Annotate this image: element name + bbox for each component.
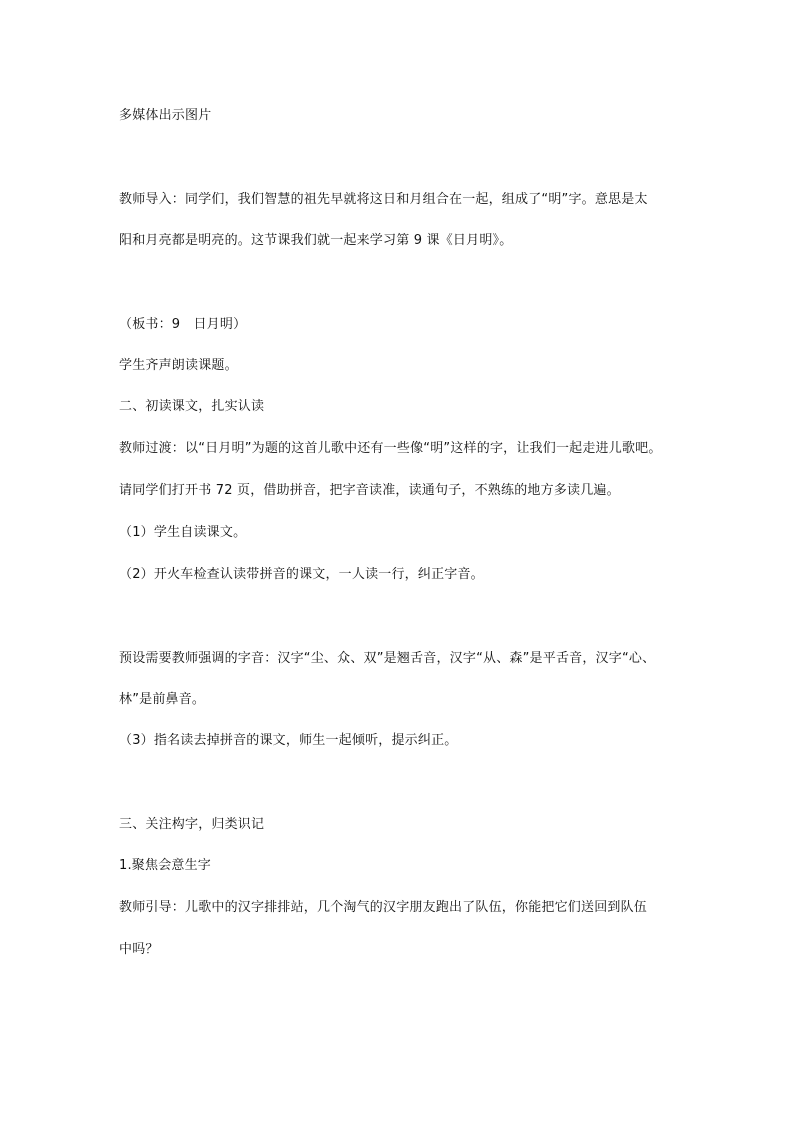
text-teacher-guide-1: 教师引导：儿歌中的汉字排排站，几个淘气的汉字朋友跑出了队伍，你能把它们送回到队伍 (119, 900, 648, 915)
text-teacher-intro-1: 教师导入：同学们，我们智慧的祖先早就将这日和月组合在一起，组成了“明”字。意思是太 (119, 192, 648, 207)
text-teacher-guide-2: 中吗？ (119, 942, 159, 957)
text-step-3: （3）指名读去掉拼音的课文，师生一起倾听，提示纠正。 (119, 733, 458, 748)
text-teacher-transition: 教师过渡：以“日月明”为题的这首儿歌中还有一些像“明”这样的字，让我们一起走进儿歌吧。 (119, 441, 662, 456)
text-teacher-intro-2: 阳和月亮都是明亮的。这节课我们就一起来学习第 9 课《日月明》。 (119, 233, 513, 248)
text-open-book: 请同学们打开书 72 页，借助拼音，把字音读准，读通句子，不熟练的地方多读几遍。 (119, 483, 620, 498)
text-pronunciation-1: 预设需要教师强调的字音：汉字“尘、众、双”是翘舌音，汉字“从、森”是平舌音，汉字“心、 (119, 651, 656, 666)
text-pronunciation-2: 林”是前鼻音。 (119, 692, 206, 707)
text-blackboard: （板书：9 日月明） (119, 317, 247, 332)
subheading-1: 1.聚焦会意生字 (119, 858, 212, 873)
section-heading-3: 三、关注构字，归类识记 (119, 817, 265, 832)
text-step-1: （1）学生自读课文。 (119, 525, 247, 540)
text-multimedia-images: 多媒体出示图片 (119, 108, 212, 123)
text-step-2: （2）开火车检查认读带拼音的课文，一人读一行，纠正字音。 (119, 567, 484, 582)
text-read-title: 学生齐声朗读课题。 (119, 358, 238, 373)
section-heading-2: 二、初读课文，扎实认读 (119, 399, 265, 414)
